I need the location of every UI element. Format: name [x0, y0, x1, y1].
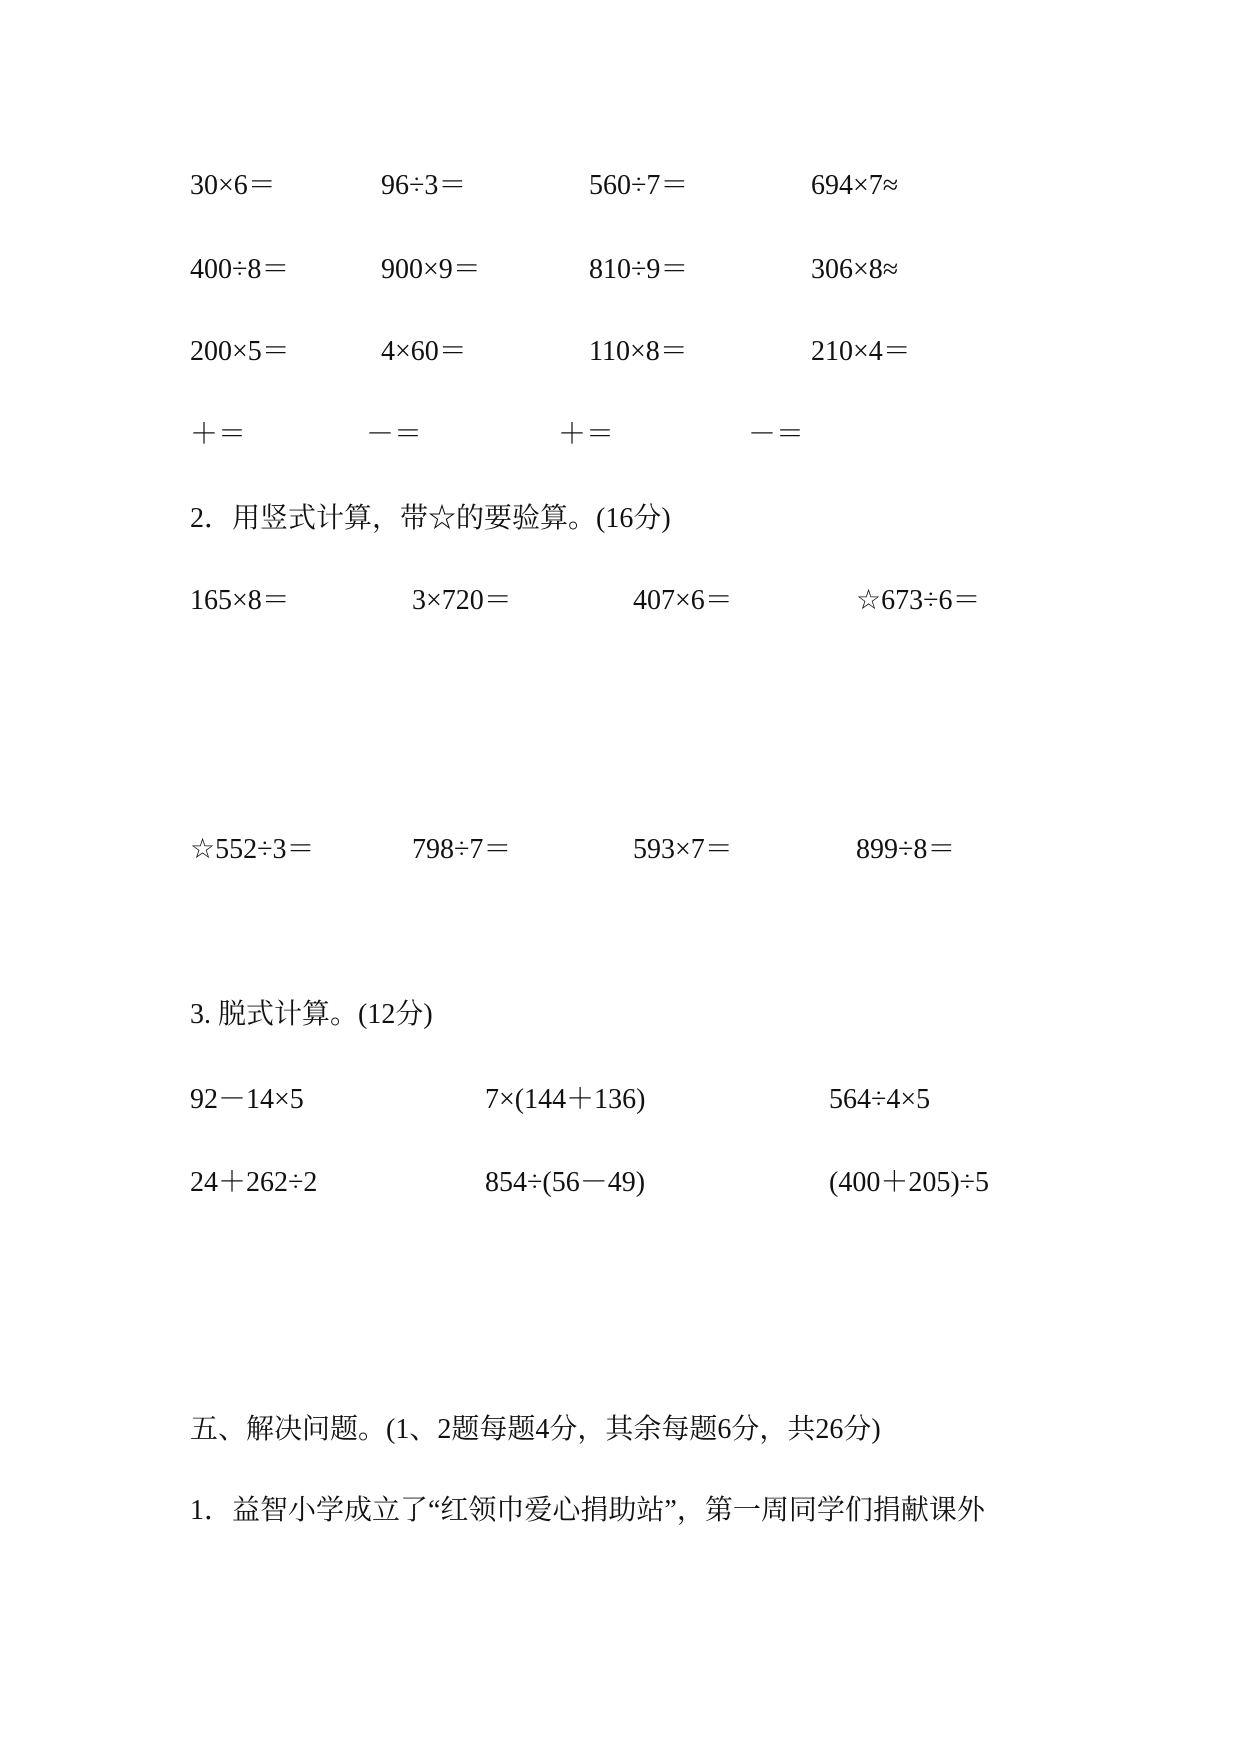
section-heading: 3. 脱式计算。(12分) [190, 999, 433, 1030]
problem: ☆552÷3＝ [190, 834, 315, 865]
problem: 854÷(56－49) [485, 1167, 646, 1198]
problem: 593×7＝ [633, 834, 733, 865]
problem: 900×9＝ [381, 254, 481, 285]
question-1: 1．益智小学成立了“红领巾爱心捐助站”，第一周同学们捐献课外 [190, 1495, 985, 1526]
problem: 407×6＝ [633, 585, 733, 616]
problem: 7×(144＋136) [485, 1084, 646, 1115]
problem: 110×8＝ [589, 336, 688, 367]
problem: －＝ [748, 419, 805, 450]
problem: 3×720＝ [412, 585, 512, 616]
problem: 564÷4×5 [829, 1084, 931, 1115]
problem: 694×7≈ [811, 170, 899, 201]
problem: 165×8＝ [190, 585, 290, 616]
problem: 92－14×5 [190, 1084, 304, 1115]
problem: 4×60＝ [381, 336, 467, 367]
problem: 306×8≈ [811, 254, 899, 285]
problem: 798÷7＝ [412, 834, 512, 865]
problem: 210×4＝ [811, 336, 911, 367]
problem: 899÷8＝ [856, 834, 956, 865]
section-heading: 五、解决问题。(1、2题每题4分，其余每题6分，共26分) [190, 1414, 881, 1445]
problem: 30×6＝ [190, 170, 276, 201]
problem: 560÷7＝ [589, 170, 689, 201]
problem: 24＋262÷2 [190, 1167, 318, 1198]
problem: 810÷9＝ [589, 254, 689, 285]
section-heading: 2．用竖式计算，带☆的要验算。(16分) [190, 503, 671, 534]
problem: －＝ [366, 419, 423, 450]
problem: 96÷3＝ [381, 170, 467, 201]
problem: 400÷8＝ [190, 254, 290, 285]
problem: (400＋205)÷5 [829, 1167, 990, 1198]
problem: ＋＝ [190, 419, 247, 450]
problem: ☆673÷6＝ [856, 585, 981, 616]
problem: ＋＝ [558, 419, 615, 450]
problem: 200×5＝ [190, 336, 290, 367]
